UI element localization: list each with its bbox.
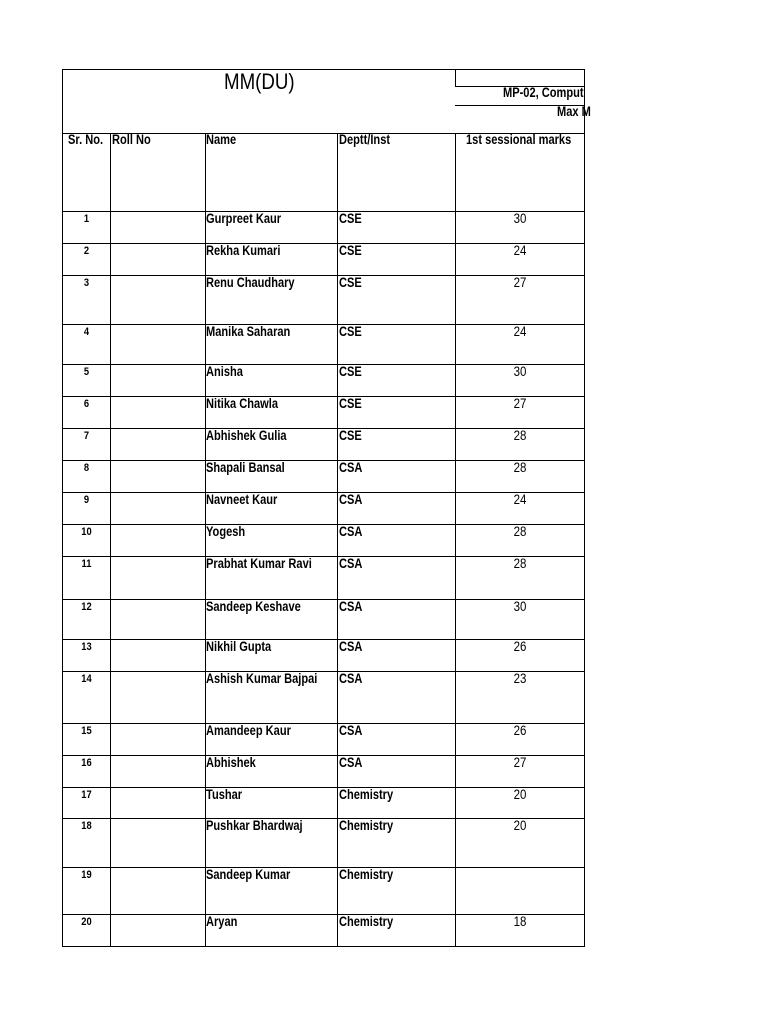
row-sr-no: 12	[81, 601, 92, 613]
row-sr-no: 3	[83, 277, 90, 289]
row-sr-no: 1	[83, 213, 90, 225]
row-sr-no: 6	[83, 398, 90, 410]
row-dept: CSE	[339, 429, 362, 443]
row-marks: 30	[513, 600, 527, 614]
column-header-marks: 1st sessional marks	[466, 133, 572, 147]
row-dept: CSA	[339, 672, 363, 686]
row-dept: CSE	[339, 325, 362, 339]
row-marks: 20	[513, 788, 527, 802]
row-marks: 28	[513, 461, 527, 475]
row-dept: CSA	[339, 557, 363, 571]
row-dept: CSA	[339, 724, 363, 738]
page-title: MM(DU)	[224, 70, 295, 94]
table-left-border	[62, 69, 63, 947]
row-marks: 24	[513, 493, 527, 507]
row-sr-no: 13	[81, 641, 92, 653]
row-dept: Chemistry	[339, 788, 394, 802]
row-name: Abhishek	[206, 756, 256, 770]
row-marks: 28	[513, 429, 527, 443]
row-dept: CSA	[339, 493, 363, 507]
row-dept: Chemistry	[339, 868, 394, 882]
max-marks-label: Max M	[557, 105, 591, 119]
row-marks: 27	[513, 397, 527, 411]
row-sr-no: 15	[81, 725, 92, 737]
row-sr-no: 5	[83, 366, 90, 378]
row-dept: CSA	[339, 756, 363, 770]
row-name: Nitika Chawla	[206, 397, 278, 411]
row-name: Rekha Kumari	[206, 244, 281, 258]
row-sr-no: 20	[81, 916, 92, 928]
row-marks: 18	[513, 915, 527, 929]
table-bottom-border	[62, 946, 585, 947]
row-dept: CSA	[339, 640, 363, 654]
row-sr-no: 2	[83, 245, 90, 257]
row-name: Abhishek Gulia	[206, 429, 287, 443]
row-name: Nikhil Gupta	[206, 640, 272, 654]
row-sr-no: 19	[81, 869, 92, 881]
row-dept: Chemistry	[339, 915, 394, 929]
row-dept: CSA	[339, 461, 363, 475]
row-name: Navneet Kaur	[206, 493, 278, 507]
row-sr-no: 16	[81, 757, 92, 769]
row-marks: 27	[513, 756, 527, 770]
column-divider	[455, 133, 456, 947]
row-marks: 30	[513, 365, 527, 379]
row-name: Sandeep Keshave	[206, 600, 301, 614]
row-name: Tushar	[206, 788, 243, 802]
column-divider	[110, 133, 111, 947]
row-marks: 23	[513, 672, 527, 686]
row-marks: 20	[513, 819, 527, 833]
row-sr-no: 8	[83, 462, 90, 474]
row-sr-no: 18	[81, 820, 92, 832]
row-marks: 24	[513, 244, 527, 258]
row-marks: 27	[513, 276, 527, 290]
row-dept: CSA	[339, 525, 363, 539]
row-name: Yogesh	[206, 525, 246, 539]
row-dept: CSE	[339, 397, 362, 411]
row-dept: CSE	[339, 212, 362, 226]
column-header-name: Name	[206, 133, 237, 147]
row-name: Gurpreet Kaur	[206, 212, 282, 226]
row-name: Prabhat Kumar Ravi	[206, 557, 312, 571]
row-name: Amandeep Kaur	[206, 724, 291, 738]
row-name: Renu Chaudhary	[206, 276, 295, 290]
row-sr-no: 7	[83, 430, 90, 442]
row-sr-no: 11	[81, 558, 92, 570]
row-name: Ashish Kumar Bajpai	[206, 672, 318, 686]
header-divider-a	[455, 69, 456, 86]
row-name: Pushkar Bhardwaj	[206, 819, 303, 833]
row-marks: 26	[513, 724, 527, 738]
course-title: MP-02, Comput	[503, 86, 584, 100]
row-sr-no: 14	[81, 673, 92, 685]
row-name: Shapali Bansal	[206, 461, 285, 475]
column-header-roll-no: Roll No	[112, 133, 151, 147]
row-dept: CSE	[339, 365, 362, 379]
row-marks: 24	[513, 325, 527, 339]
row-dept: CSE	[339, 244, 362, 258]
row-dept: CSA	[339, 600, 363, 614]
column-header-dept: Deptt/Inst	[339, 133, 391, 147]
row-sr-no: 10	[81, 526, 92, 538]
row-marks: 28	[513, 557, 527, 571]
row-marks: 30	[513, 212, 527, 226]
row-marks: 26	[513, 640, 527, 654]
row-name: Aryan	[206, 915, 238, 929]
row-marks: 28	[513, 525, 527, 539]
row-name: Anisha	[206, 365, 243, 379]
row-dept: CSE	[339, 276, 362, 290]
row-sr-no: 4	[83, 326, 90, 338]
column-header-sr-no: Sr. No.	[68, 133, 104, 147]
row-name: Manika Saharan	[206, 325, 291, 339]
table-right-border	[584, 69, 585, 947]
row-name: Sandeep Kumar	[206, 868, 291, 882]
row-dept: Chemistry	[339, 819, 394, 833]
row-sr-no: 9	[83, 494, 90, 506]
row-sr-no: 17	[81, 789, 92, 801]
